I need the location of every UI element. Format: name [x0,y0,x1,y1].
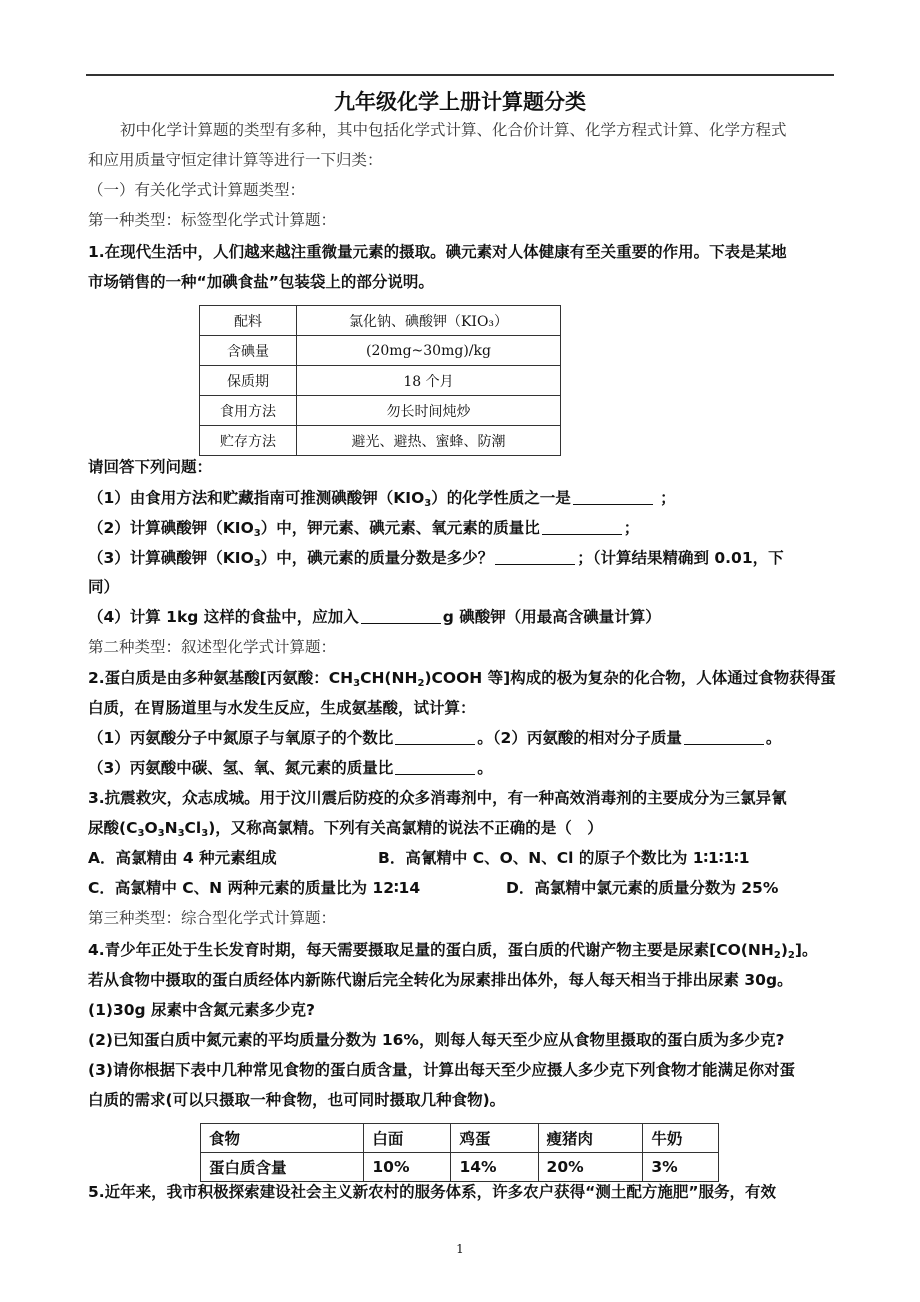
table-cell: 含碘量 [200,336,297,366]
choice-option: B．高氰精中 C、O、N、Cl 的原子个数比为 1∶1∶1∶1 [378,849,750,867]
text-segment: ）中，碘元素的质量分数是多少？ [260,549,494,567]
text-segment: （1）丙氨酸分子中氮原子与氧原子的个数比 [88,729,394,747]
text-segment: g 碘酸钾（用最高含碘量计算） [442,608,661,626]
text-segment: 2.蛋白质是由多种氨基酸[丙氨酸：CH [88,669,354,687]
choice-option: D．高氯精中氯元素的质量分数为 25% [506,879,779,897]
text-line [88,1090,505,1110]
text-segment: ）中，钾元素、碘元素、氧元素的质量比 [260,519,540,537]
text-line [88,758,493,778]
answer-blank[interactable] [684,728,764,745]
text-segment: Cl [184,819,202,837]
table-cell: 贮存方法 [200,426,297,456]
text-line [88,210,336,230]
table-cell: (20mg~30mg)/kg [297,336,561,366]
table-cell: 避光、避热、蜜蜂、防潮 [297,426,561,456]
text-segment: （3）计算碘酸钾（KIO [88,549,254,567]
text-line [88,940,817,960]
text-segment: 和应用质量守恒定律计算等进行一下归类： [88,151,383,169]
text-segment: 第一种类型：标签型化学式计算题： [88,211,337,229]
text-segment: 尿酸(C [88,819,138,837]
text-segment: ）的化学性质之一是 [431,489,571,507]
table-row [200,426,561,456]
text-segment: 。 [477,759,493,777]
text-segment: （2）计算碘酸钾（KIO [88,519,254,537]
text-segment: 4.青少年正处于生长发育时期，每天需要摄取足量的蛋白质，蛋白质的代谢产物主要是尿素[CO(NH [88,941,774,959]
text-segment: )COOH 等]构成的极为复杂的化合物，人体通过食物获得蛋 [424,669,836,687]
page-number: 1 [456,1242,464,1256]
table-row [200,336,561,366]
text-segment: 5.近年来，我市积极探索建设社会主义新农村的服务体系，许多农户获得“测土配方施肥”服务，有效 [88,1183,777,1201]
subscript: 3 [353,678,361,689]
subscript: 3 [137,828,145,839]
text-line [88,1182,776,1202]
subscript: 3 [201,828,209,839]
subscript: 2 [417,678,425,689]
text-segment: C．高氯精中 C、N 两种元素的质量比为 12∶14 [88,879,421,897]
subscript: 3 [177,828,185,839]
text-segment: ]。 [794,941,818,959]
table-row [201,1153,719,1182]
table-cell: 牛奶 [643,1124,719,1153]
subscript: 2 [787,950,795,961]
text-line [88,788,787,808]
text-segment: ； [654,489,676,507]
subscript: 3 [424,498,432,509]
text-segment: 市场销售的一种“加碘食盐”包装袋上的部分说明。 [88,273,434,291]
text-line [88,848,277,868]
text-segment: N [164,819,178,837]
text-line [88,272,434,292]
table-cell: 食物 [201,1124,364,1153]
text-line [88,728,781,748]
table-cell: 18 个月 [297,366,561,396]
text-segment: (3)请你根据下表中几种常见食物的蛋白质含量，计算出每天至少应摄人多少克下列食物才能满足你对蛋 [88,1061,795,1079]
table-cell: 勿长时间炖炒 [297,396,561,426]
text-segment: ) [780,941,788,959]
text-line [88,698,476,718]
text-line [88,637,336,657]
text-segment: （一）有关化学式计算题类型： [88,181,306,199]
table-cell: 配料 [200,306,297,336]
text-segment: 。 [765,729,782,747]
text-segment: 请回答下列问题： [88,458,213,476]
text-line [88,668,836,688]
header-rule [86,74,834,76]
text-line [88,908,336,928]
text-segment: 1.在现代生活中，人们越来越注重微量元素的摄取。碘元素对人体健康有至关重要的作用。下表是某地 [88,243,787,261]
page-title: 九年级化学上册计算题分类 [334,90,586,114]
answer-blank[interactable] [395,728,475,745]
text-segment: 。（2）丙氨酸的相对分子质量 [477,729,682,747]
table-row [200,396,561,426]
subscript: 2 [773,950,781,961]
text-segment: CH(NH [360,669,418,687]
table-cell: 20% [538,1153,643,1182]
text-segment: 若从食物中摄取的蛋白质经体内新陈代谢后完全转化为尿素排出体外，每人每天相当于排出尿素 30g。 [88,971,793,989]
table-cell: 14% [451,1153,538,1182]
answer-blank[interactable] [573,488,653,505]
text-line [88,518,639,538]
table-cell: 食用方法 [200,396,297,426]
text-line [88,1000,315,1020]
text-segment: (2)已知蛋白质中氮元素的平均质量分数为 16%，则每人每天至少应从食物里摄取的蛋白质为多少克? [88,1031,785,1049]
text-line [88,970,793,990]
text-line [88,180,305,200]
text-line [88,1060,795,1080]
text-line [120,120,787,140]
table-cell: 氯化钠、碘酸钾（KIO₃） [297,306,561,336]
table-cell: 3% [643,1153,719,1182]
text-line [88,1030,784,1050]
table-cell: 蛋白质含量 [201,1153,364,1182]
text-segment: )，又称高氯精。下列有关高氯精的说法不正确的是（ ） [208,819,603,837]
text-line [88,878,420,898]
table-row [200,366,561,396]
table-cell: 白面 [364,1124,451,1153]
text-segment: (1)30g 尿素中含氮元素多少克? [88,1001,316,1019]
text-segment: O [144,819,158,837]
text-segment: 第三种类型：综合型化学式计算题： [88,909,337,927]
salt-label-table [199,305,561,456]
subscript: 3 [157,828,165,839]
text-line [88,548,784,568]
text-line [88,488,676,508]
food-protein-table [200,1123,719,1182]
text-segment: 白质，在胃肠道里与水发生反应，生成氨基酸，试计算： [88,699,476,717]
text-line [88,607,661,627]
text-line [88,818,603,838]
answer-blank[interactable] [395,758,475,775]
text-line [88,242,787,262]
table-cell: 鸡蛋 [451,1124,538,1153]
table-cell: 瘦猪肉 [538,1124,643,1153]
text-segment: 同） [88,578,120,596]
text-line [88,457,212,477]
text-line [88,577,119,597]
text-segment: 第二种类型：叙述型化学式计算题： [88,638,337,656]
text-segment: 白质的需求(可以只摄取一种食物，也可同时摄取几种食物)。 [88,1091,506,1109]
subscript: 3 [253,528,261,539]
text-segment: 初中化学计算题的类型有多种，其中包括化学式计算、化合价计算、化学方程式计算、化学方程式 [120,121,787,139]
text-line [88,150,383,170]
text-segment: ； [623,519,640,537]
text-segment: A．高氯精由 4 种元素组成 [88,849,277,867]
table-row [200,306,561,336]
text-segment: 3.抗震救灾，众志成城。用于汶川震后防疫的众多消毒剂中，有一种高效消毒剂的主要成分为三氯异氰 [88,789,787,807]
text-segment: （4）计算 1kg 这样的食盐中，应加入 [88,608,359,626]
text-segment: （1）由食用方法和贮藏指南可推测碘酸钾（KIO [88,489,425,507]
answer-blank[interactable] [542,518,622,535]
table-row [201,1124,719,1153]
table-cell: 保质期 [200,366,297,396]
table-cell: 10% [364,1153,451,1182]
text-segment: ；（计算结果精确到 0.01，下 [577,549,784,567]
subscript: 3 [253,558,261,569]
text-segment: （3）丙氨酸中碳、氢、氧、氮元素的质量比 [88,759,394,777]
answer-blank[interactable] [495,548,575,565]
answer-blank[interactable] [361,607,441,624]
